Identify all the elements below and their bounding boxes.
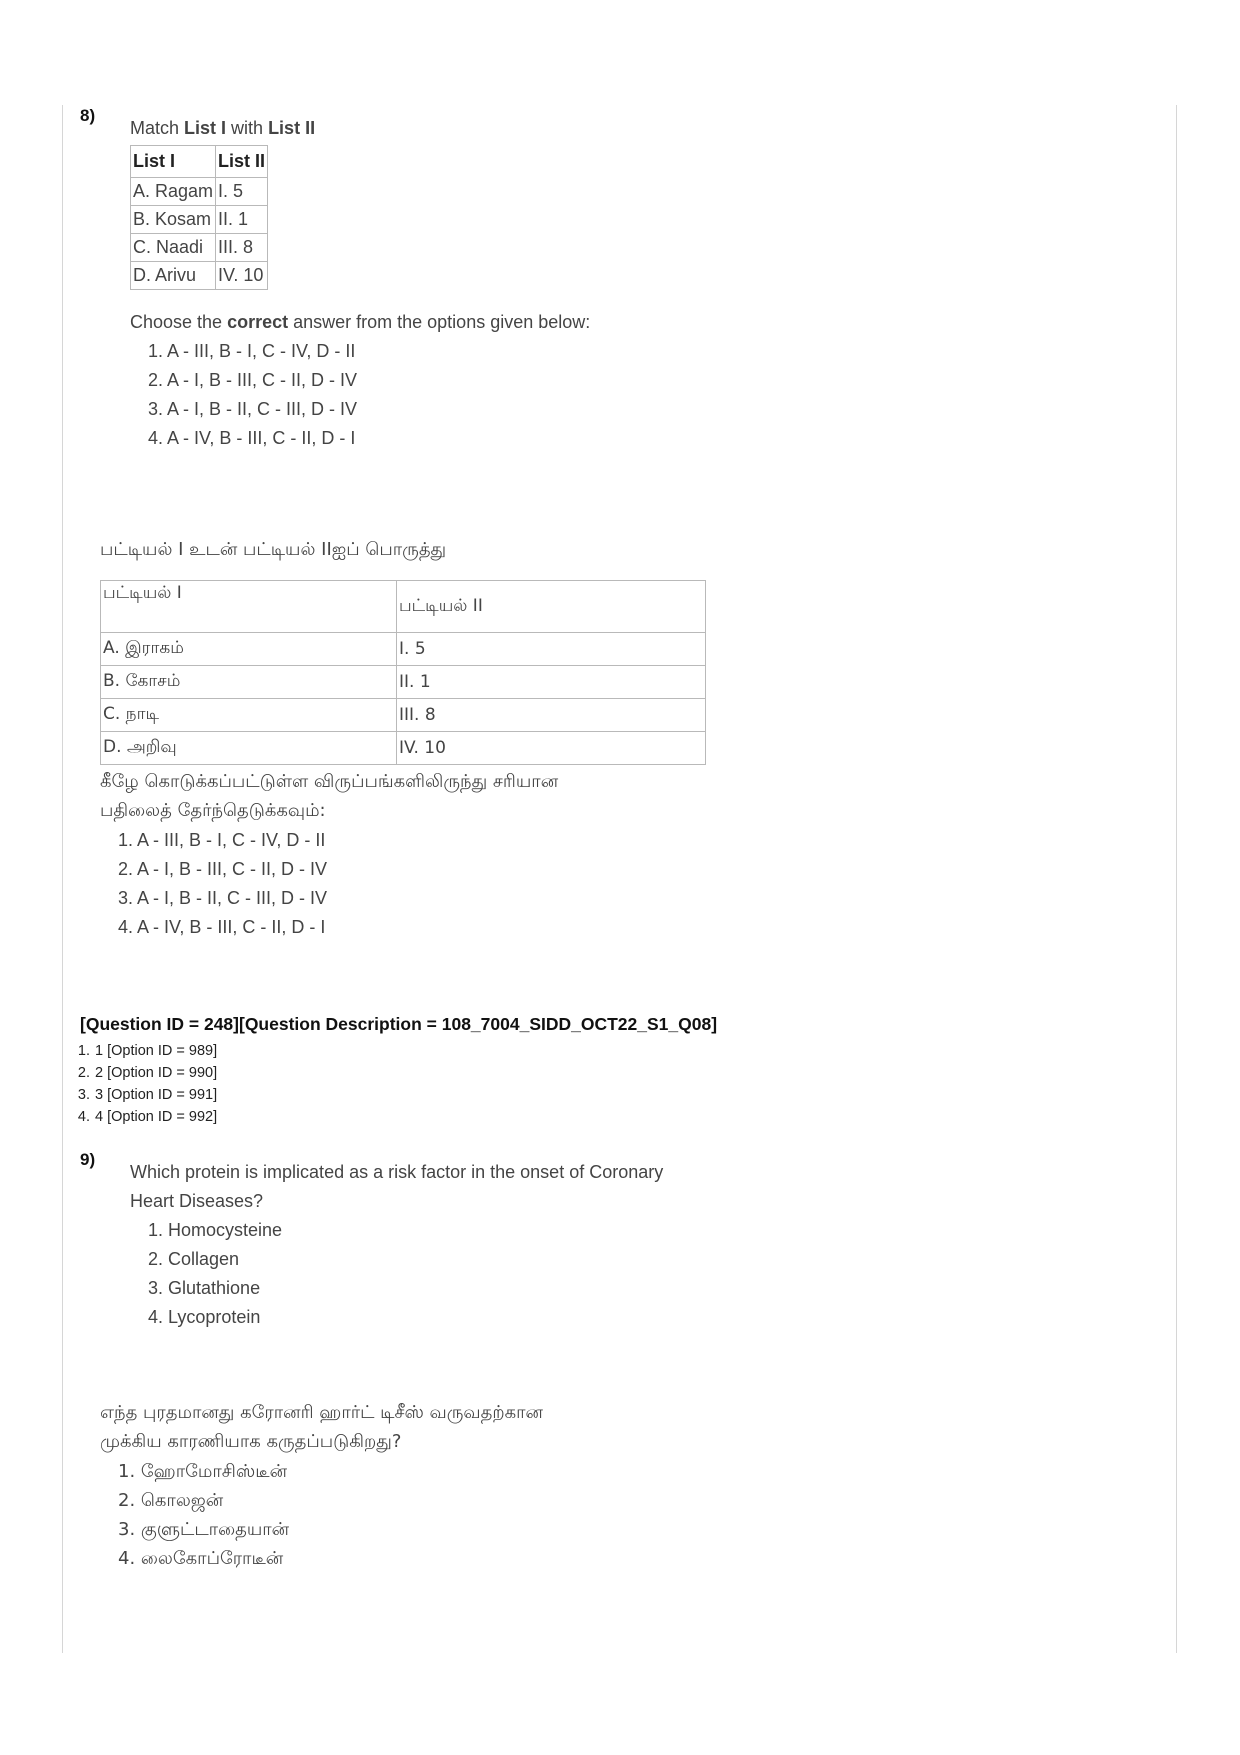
match-table-ta: [100, 580, 706, 765]
option-text: 2 [Option ID = 990]: [95, 1065, 218, 1081]
list-item: [68, 1040, 217, 1062]
question-number: 9): [80, 1150, 96, 1169]
table-cell: D. அறிவு: [101, 732, 397, 765]
choose-text: answer from the options given below:: [288, 312, 591, 332]
list-item: [68, 1106, 217, 1128]
table-cell: B. கோசம்: [101, 666, 397, 699]
instr-text: with: [226, 118, 269, 138]
table-row: [131, 178, 268, 206]
table-header: List I: [131, 146, 216, 178]
list-item: 3. A - I, B - II, C - III, D - IV: [118, 888, 328, 908]
option-number: 4.: [77, 1109, 90, 1125]
table-cell: B. Kosam: [131, 206, 216, 234]
option-number: 1.: [77, 1043, 90, 1059]
instr-list-i: List I: [184, 118, 227, 138]
instr-list-ii: List II: [268, 118, 316, 138]
list-item: 4. Lycoprotein: [148, 1307, 261, 1327]
option-number: 2.: [77, 1065, 90, 1081]
choose-text: Choose the: [130, 312, 228, 332]
options-list-en: [148, 1216, 282, 1332]
list-item: [68, 1062, 217, 1084]
table-row: [131, 234, 268, 262]
table-row: [101, 699, 706, 732]
table-cell: IV. 10: [397, 732, 706, 765]
list-item: 2. கொலஜன்: [118, 1490, 224, 1511]
option-text: 4 [Option ID = 992]: [95, 1109, 218, 1125]
table-cell: C. நாடி: [101, 699, 397, 732]
question-line: முக்கிய காரணியாக கருதப்படுகிறது?: [100, 1431, 402, 1452]
question-meta: [Question ID = 248][Question Description = 108_7004_SIDD_OCT22_S1_Q08]: [80, 1014, 718, 1034]
table-header: பட்டியல் I: [101, 581, 397, 633]
list-item: 2. A - I, B - III, C - II, D - IV: [118, 859, 328, 879]
table-row: [131, 262, 268, 290]
table-cell: III. 8: [216, 234, 268, 262]
question-line: Heart Diseases?: [130, 1191, 264, 1211]
question-text-ta: [100, 1398, 543, 1456]
list-item: 2. A - I, B - III, C - II, D - IV: [148, 370, 358, 390]
left-margin-rule: [62, 105, 63, 1653]
table-cell: I. 5: [397, 633, 706, 666]
table-cell: C. Naadi: [131, 234, 216, 262]
instr-text: Match: [130, 118, 185, 138]
list-item: [68, 1084, 217, 1106]
choose-line: பதிலைத் தேர்ந்தெடுக்கவும்:: [100, 800, 326, 821]
match-instruction-ta: பட்டியல் I உடன் பட்டியல் IIஐப் பொருத்து: [100, 539, 447, 560]
list-item: 4. லைகோப்ரோடீன்: [118, 1548, 284, 1569]
choose-bold: correct: [227, 312, 289, 332]
table-cell: I. 5: [216, 178, 268, 206]
table-row: [131, 206, 268, 234]
table-cell: II. 1: [397, 666, 706, 699]
list-item: 1. Homocysteine: [148, 1220, 283, 1240]
table-header: List II: [216, 146, 268, 178]
list-item: 3. Glutathione: [148, 1278, 261, 1298]
table-row: [101, 633, 706, 666]
list-item: 4. A - IV, B - III, C - II, D - I: [148, 428, 356, 448]
option-number: 3.: [77, 1087, 90, 1103]
question-number: 8): [80, 106, 96, 125]
table-header: பட்டியல் II: [397, 581, 706, 633]
choose-instruction-ta: [100, 767, 558, 825]
match-table-en: [130, 145, 268, 290]
table-cell: III. 8: [397, 699, 706, 732]
right-margin-rule: [1176, 105, 1177, 1653]
option-text: 1 [Option ID = 989]: [95, 1043, 218, 1059]
choose-line: கீழே கொடுக்கப்பட்டுள்ள விருப்பங்களிலிருந்து சரியான: [100, 771, 559, 792]
list-item: 4. A - IV, B - III, C - II, D - I: [118, 917, 326, 937]
list-item: 1. A - III, B - I, C - IV, D - II: [148, 341, 356, 361]
list-item: 2. Collagen: [148, 1249, 240, 1269]
choose-instruction: [130, 308, 590, 337]
list-item: 3. A - I, B - II, C - III, D - IV: [148, 399, 358, 419]
options-list-ta: [118, 826, 327, 942]
options-list-ta: [118, 1457, 289, 1573]
table-cell: D. Arivu: [131, 262, 216, 290]
question-line: Which protein is implicated as a risk factor in the onset of Coronary: [130, 1162, 664, 1182]
table-cell: IV. 10: [216, 262, 268, 290]
question-line: எந்த புரதமானது கரோனரி ஹார்ட் டிசீஸ் வருவதற்கான: [100, 1402, 544, 1423]
list-item: 1. ஹோமோசிஸ்டீன்: [118, 1461, 288, 1482]
table-cell: A. இராகம்: [101, 633, 397, 666]
table-row: [101, 732, 706, 765]
meta-options-list: [68, 1040, 217, 1128]
option-text: 3 [Option ID = 991]: [95, 1087, 218, 1103]
table-cell: A. Ragam: [131, 178, 216, 206]
table-cell: II. 1: [216, 206, 268, 234]
list-item: 3. குளுட்டாதையான்: [118, 1519, 290, 1540]
table-row: [101, 666, 706, 699]
question-text-en: [130, 1158, 663, 1216]
list-item: 1. A - III, B - I, C - IV, D - II: [118, 830, 326, 850]
options-list-en: [148, 337, 357, 453]
match-instruction: [130, 114, 315, 143]
